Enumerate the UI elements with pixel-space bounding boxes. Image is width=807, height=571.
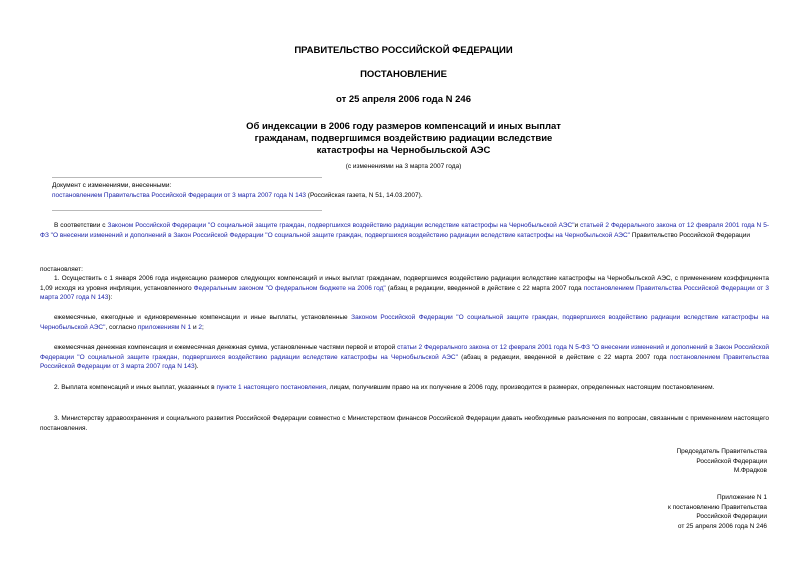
item-1-text: 1. Осуществить с 1 января 2006 года индексацию размеров следующих компенсаций и иных выплат гражданам, подвергшимся воздействию радиации вследствие катастрофы на Чернобыльской АЭС, с применением коэффициента 1,09 исходя из уровня инфляции, установленного <box>40 275 769 292</box>
document-type-heading: ПОСТАНОВЛЕНИЕ <box>360 69 447 80</box>
monthly-amendment-text: (абзац в редакции, введенной в действие с 22 марта 2007 года <box>457 353 670 361</box>
divider-top <box>52 177 322 178</box>
preamble-text-and: и <box>574 222 581 229</box>
paragraph-item-2 <box>40 383 769 393</box>
paragraph-item-3 <box>40 414 769 433</box>
decree-143-link[interactable]: постановлением Правительства Российской Федерации от 3 марта 2007 года N 143 <box>40 284 769 302</box>
changes-link[interactable]: постановлением Правительства Российской Федерации от 3 марта 2007 года N 143 <box>52 192 306 199</box>
document-title: Об индексации в 2006 году размеров компенсаций и иных выплат гражданам, подвергшимся воздействию радиации вследствие катастрофы на Чернобыльской АЭС <box>246 121 561 156</box>
appendix-date: от 25 апреля 2006 года N 246 <box>677 523 767 531</box>
appendix-to: к постановлению Правительства <box>667 503 767 511</box>
signature-name: М.Фрадков <box>733 467 767 475</box>
payments-text: ежемесячные, ежегодные и единовременные компенсации и иные выплаты, установленные <box>54 314 352 321</box>
changes-line <box>52 191 423 201</box>
decree-143-link-2[interactable]: постановлением Правительства Российской Федерации от 3 марта 2007 года N 143 <box>40 353 769 371</box>
signature-country: Российской Федерации <box>696 457 767 465</box>
item-2-text-end: , лицам, получившим право на их получение в 2006 году, производится в размерах, определенных настоящим постановлением. <box>326 384 715 391</box>
monthly-text: ежемесячная денежная компенсация и ежемесячная денежная сумма, установленные частями первой и второй <box>54 344 398 351</box>
item-2-text: 2. Выплата компенсаций и иных выплат, указанных в <box>54 384 217 391</box>
law-link-2[interactable]: Законом Российской Федерации "О социальной защите граждан, подвергшихся воздействию радиации вследствие катастрофы на Чернобыльской АЭС" <box>40 314 769 331</box>
item-3-text: 3. Министерству здравоохранения и социального развития Российской Федерации совместно с Министерством финансов Российской Федерации давать необходимые разъяснения по вопросам, связанным с применением настоящего постановления. <box>40 415 769 432</box>
appendix-country: Российской Федерации <box>696 513 767 521</box>
preamble-text-start: В соответствии с <box>54 222 108 229</box>
changes-note: (с изменениями на 3 марта 2007 года) <box>345 163 462 170</box>
paragraph-monthly-compensation <box>40 343 769 372</box>
resolves-line: постановляет: <box>40 266 83 273</box>
changes-label: Документ с изменениями, внесенными: <box>52 182 172 189</box>
budget-law-link[interactable]: Федеральным законом "О федеральном бюджете на 2006 год" <box>193 284 386 292</box>
monthly-text-end: ). <box>194 363 199 371</box>
changes-box <box>52 181 423 201</box>
divider-bottom <box>52 210 322 211</box>
signature-position: Председатель Правительства <box>676 448 767 455</box>
paragraph-item-1 <box>40 274 769 303</box>
payments-text-end: ; <box>202 323 204 331</box>
appendix-header <box>668 493 767 532</box>
payments-text-mid: , согласно <box>105 323 138 331</box>
date-number-heading: от 25 апреля 2006 года N 246 <box>336 94 471 105</box>
appendix-2-link[interactable]: 2 <box>198 323 203 331</box>
item-1-amendment-text: (абзац в редакции, введенной в действие с 22 марта 2007 года <box>385 284 584 292</box>
changes-source: (Российская газета, N 51, 14.03.2007). <box>306 192 423 199</box>
payments-text-and: и <box>191 323 199 331</box>
federal-law-article-link[interactable]: статьей 2 Федерального закона от 12 февраля 2001 года N 5-ФЗ "О внесении изменений и дополнений в Закон Российской Федерации "О социальной защите граждан, подвергшихся воздействию радиации вследствие катастрофы на Чернобыльской АЭС" <box>40 222 770 239</box>
preamble-text-end: Правительство Российской Федерации <box>629 231 750 239</box>
federal-law-article-link-2[interactable]: статьи 2 Федерального закона от 12 февраля 2001 года N 5-ФЗ "О внесении изменений и дополнений в Закон Российской Федерации "О социальной защите граждан, подвергшихся воздействию радиации вследствие катастрофы на Чернобыльской АЭС" <box>40 344 769 361</box>
appendix-number: Приложение N 1 <box>716 494 767 501</box>
law-link[interactable]: Законом Российской Федерации "О социальной защите граждан, подвергшихся воздействию радиации вследствие катастрофы на Чернобыльской АЭС" <box>107 222 575 229</box>
government-heading: ПРАВИТЕЛЬСТВО РОССИЙСКОЙ ФЕДЕРАЦИИ <box>294 45 513 56</box>
paragraph-preamble <box>40 221 769 240</box>
item-1-ref-link[interactable]: пункте 1 настоящего постановления <box>216 384 327 391</box>
paragraph-payments <box>40 313 769 332</box>
signature-block <box>676 447 767 476</box>
appendix-1-link[interactable]: приложениям N 1 <box>137 323 192 331</box>
item-1-text-end: ): <box>108 294 113 302</box>
